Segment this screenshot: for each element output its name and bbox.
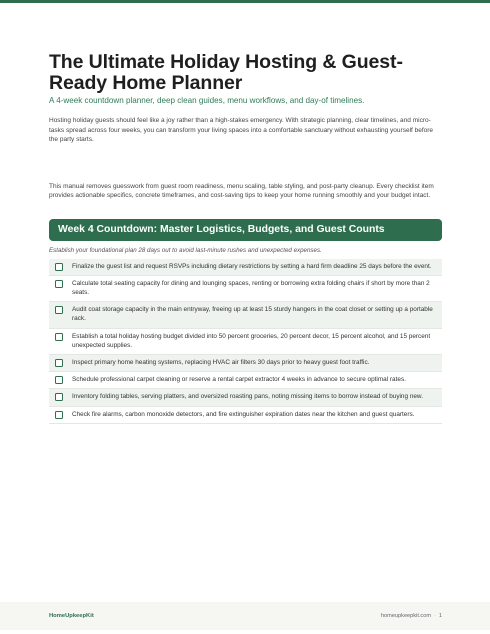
checklist (49, 259, 442, 424)
checklist-item-text: Inspect primary home heating systems, replacing HVAC air filters 30 days prior to heavy guest foot traffic. (72, 358, 370, 366)
checklist-item (49, 372, 442, 389)
footer-brand: HomeUpkeepKit (49, 613, 94, 619)
checklist-item-text: Audit coat storage capacity in the main entryway, freeing up at least 15 sturdy hangers in the coat closet or setting up a portable rack. (72, 306, 433, 323)
section-title: Week 4 Countdown: Master Logistics, Budgets, and Guest Counts (58, 224, 385, 235)
footer-meta (381, 613, 442, 619)
checkbox-icon[interactable] (55, 376, 63, 384)
checklist-item-text: Establish a total holiday hosting budget divided into 50 percent groceries, 20 percent decor, 15 percent alcohol, and 15 percent unexpected supplies. (72, 332, 431, 349)
page-content (49, 52, 442, 424)
footer-site: homeupkeepkit.com (380, 613, 431, 619)
checklist-item (49, 259, 442, 276)
page-subtitle: A 4-week countdown planner, deep clean guides, menu workflows, and day-of timelines. (49, 96, 365, 105)
section-header (49, 219, 442, 241)
checkbox-icon[interactable] (55, 263, 63, 271)
checkbox-icon[interactable] (55, 280, 63, 288)
top-accent-rule (0, 0, 490, 3)
checklist-item-text: Calculate total seating capacity for dining and lounging spaces, renting or borrowing extra folding chairs if short by more than 2 seats. (72, 279, 430, 296)
checklist-item-text: Check fire alarms, carbon monoxide detectors, and fire extinguisher expiration dates near the kitchen and guest quarters. (72, 410, 415, 418)
checklist-item (49, 389, 442, 406)
checklist-item (49, 329, 442, 355)
checkbox-icon[interactable] (55, 411, 63, 419)
section-note: Establish your foundational plan 28 days out to avoid last-minute rushes and unexpected expenses. (49, 246, 322, 254)
checklist-item (49, 276, 442, 302)
intro-paragraph-2: This manual removes guesswork from guest room readiness, menu scaling, table styling, and post-party cleanup. Every checklist item provides actionable specifics, concrete timeframes, and cost-saving tips to keep your home running smoothly and your budget intact. (49, 182, 434, 199)
checklist-item-text: Schedule professional carpet cleaning or reserve a rental carpet extractor 4 weeks in advance to secure optimal rates. (72, 376, 406, 384)
checkbox-icon[interactable] (55, 359, 63, 367)
page-footer (0, 602, 490, 630)
checklist-item (49, 302, 442, 328)
checklist-item-text: Inventory folding tables, serving platters, and oversized roasting pans, noting missing items to borrow instead of buying new. (72, 393, 423, 401)
checklist-item (49, 407, 442, 424)
checkbox-icon[interactable] (55, 306, 63, 314)
checkbox-icon[interactable] (55, 333, 63, 341)
page-title: The Ultimate Holiday Hosting & Guest-Ready Home Planner (49, 51, 403, 94)
checkbox-icon[interactable] (55, 393, 63, 401)
checklist-item (49, 355, 442, 372)
intro-paragraph-1: Hosting holiday guests should feel like a joy rather than a high-stakes emergency. With strategic planning, clear timelines, and micro-tasks spread across four weeks, you can transform your living spaces into a comfortable sanctuary without exhausting yourself before the party starts. (49, 117, 434, 143)
checklist-item-text: Finalize the guest list and request RSVPs including dietary restrictions by setting a hard firm deadline 25 days before the event. (72, 262, 432, 270)
page-number: 1 (438, 613, 442, 619)
footer-separator: · (434, 613, 436, 619)
